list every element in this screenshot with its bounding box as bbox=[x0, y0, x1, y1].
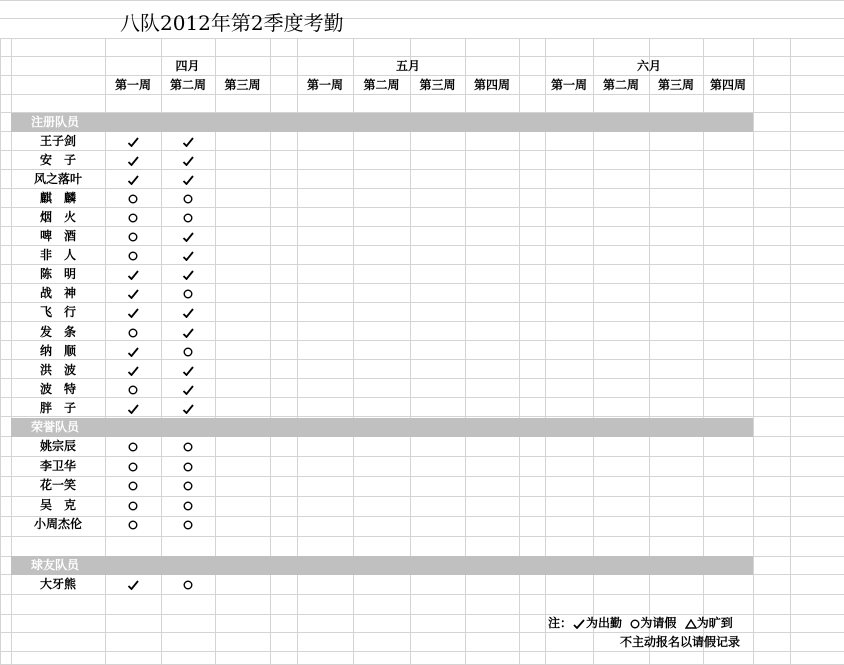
member-name: 胖 子 bbox=[39, 401, 76, 415]
week-header: 第四周 bbox=[709, 78, 746, 92]
row-line bbox=[0, 594, 844, 595]
circle-icon bbox=[161, 476, 215, 495]
check-icon bbox=[161, 399, 215, 418]
column-line bbox=[753, 38, 754, 664]
member-name: 啤 酒 bbox=[39, 229, 76, 243]
week-header: 第三周 bbox=[224, 78, 261, 92]
member-name: 大牙熊 bbox=[39, 577, 76, 591]
check-icon bbox=[105, 575, 161, 594]
check-icon bbox=[161, 380, 215, 399]
circle-icon bbox=[105, 380, 161, 399]
member-name: 战 神 bbox=[39, 286, 76, 300]
week-header: 第二周 bbox=[602, 78, 639, 92]
member-name: 纳 顺 bbox=[39, 344, 76, 358]
sheet-title: 八队2012年第2季度考勤 bbox=[120, 11, 344, 35]
row-line bbox=[0, 38, 844, 39]
member-name: 王子剑 bbox=[39, 134, 76, 148]
triangle-icon bbox=[685, 616, 697, 630]
check-icon bbox=[161, 151, 215, 170]
week-header: 第四周 bbox=[473, 78, 510, 92]
circle-icon bbox=[161, 437, 215, 456]
circle-icon bbox=[161, 496, 215, 515]
circle-icon bbox=[161, 189, 215, 208]
circle-icon bbox=[105, 457, 161, 476]
legend bbox=[548, 614, 733, 632]
check-icon bbox=[105, 265, 161, 284]
member-name: 非 人 bbox=[39, 248, 76, 262]
month-header: 六月 bbox=[636, 59, 661, 73]
check-icon bbox=[161, 170, 215, 189]
check-icon bbox=[105, 303, 161, 322]
member-name: 吴 克 bbox=[39, 498, 76, 512]
member-name: 麒 麟 bbox=[39, 191, 76, 205]
check-icon bbox=[105, 151, 161, 170]
circle-icon bbox=[161, 342, 215, 361]
week-header: 第二周 bbox=[169, 78, 206, 92]
check-icon bbox=[161, 323, 215, 342]
month-header: 四月 bbox=[175, 59, 200, 73]
legend-attend: 为出勤 bbox=[586, 616, 623, 630]
circle-icon bbox=[105, 515, 161, 534]
circle-icon bbox=[105, 189, 161, 208]
member-name: 陈 明 bbox=[39, 267, 76, 281]
member-name: 安 子 bbox=[39, 153, 76, 167]
member-name: 洪 波 bbox=[39, 363, 76, 377]
check-icon bbox=[572, 616, 586, 630]
group-header bbox=[11, 556, 753, 575]
legend-leave: 为请假 bbox=[640, 616, 677, 630]
group-header bbox=[11, 418, 753, 437]
circle-icon bbox=[630, 616, 640, 630]
month-header: 五月 bbox=[395, 59, 420, 73]
circle-icon bbox=[161, 457, 215, 476]
member-name: 波 特 bbox=[39, 382, 76, 396]
week-header: 第一周 bbox=[550, 78, 587, 92]
member-name: 李卫华 bbox=[39, 459, 76, 473]
circle-icon bbox=[105, 246, 161, 265]
circle-icon bbox=[161, 208, 215, 227]
check-icon bbox=[161, 265, 215, 284]
check-icon bbox=[105, 284, 161, 303]
check-icon bbox=[105, 399, 161, 418]
circle-icon bbox=[105, 323, 161, 342]
circle-icon bbox=[105, 437, 161, 456]
check-icon bbox=[161, 246, 215, 265]
member-name: 烟 火 bbox=[39, 210, 76, 224]
row-line bbox=[0, 651, 844, 652]
legend-note: 不主动报名以请假记录 bbox=[620, 635, 741, 649]
check-icon bbox=[105, 342, 161, 361]
circle-icon bbox=[105, 496, 161, 515]
circle-icon bbox=[105, 227, 161, 246]
member-name: 姚宗辰 bbox=[39, 439, 76, 453]
circle-icon bbox=[161, 515, 215, 534]
member-name: 风之落叶 bbox=[33, 172, 82, 186]
check-icon bbox=[105, 170, 161, 189]
week-header: 第三周 bbox=[657, 78, 694, 92]
check-icon bbox=[161, 132, 215, 151]
member-name: 发 条 bbox=[39, 325, 76, 339]
member-name: 飞 行 bbox=[39, 305, 76, 319]
group-header bbox=[11, 113, 753, 132]
row-line bbox=[0, 94, 844, 95]
column-line bbox=[790, 38, 791, 664]
check-icon bbox=[105, 132, 161, 151]
circle-icon bbox=[161, 284, 215, 303]
member-name: 小周杰伦 bbox=[33, 517, 82, 531]
column-line bbox=[0, 38, 1, 664]
group-label: 荣誉队员 bbox=[31, 420, 80, 434]
check-icon bbox=[105, 361, 161, 380]
circle-icon bbox=[161, 575, 215, 594]
group-label: 球友队员 bbox=[31, 558, 80, 572]
row-line bbox=[0, 0, 844, 1]
check-icon bbox=[161, 227, 215, 246]
row-line bbox=[0, 536, 844, 537]
member-name: 花一笑 bbox=[39, 478, 76, 492]
group-label: 注册队员 bbox=[31, 115, 80, 129]
legend-prefix: 注： bbox=[548, 616, 573, 630]
circle-icon bbox=[105, 476, 161, 495]
check-icon bbox=[161, 361, 215, 380]
week-header: 第二周 bbox=[363, 78, 400, 92]
circle-icon bbox=[105, 208, 161, 227]
week-header: 第三周 bbox=[419, 78, 456, 92]
week-header: 第一周 bbox=[306, 78, 343, 92]
check-icon bbox=[161, 303, 215, 322]
week-header: 第一周 bbox=[114, 78, 151, 92]
legend-absent: 为旷到 bbox=[696, 616, 733, 630]
